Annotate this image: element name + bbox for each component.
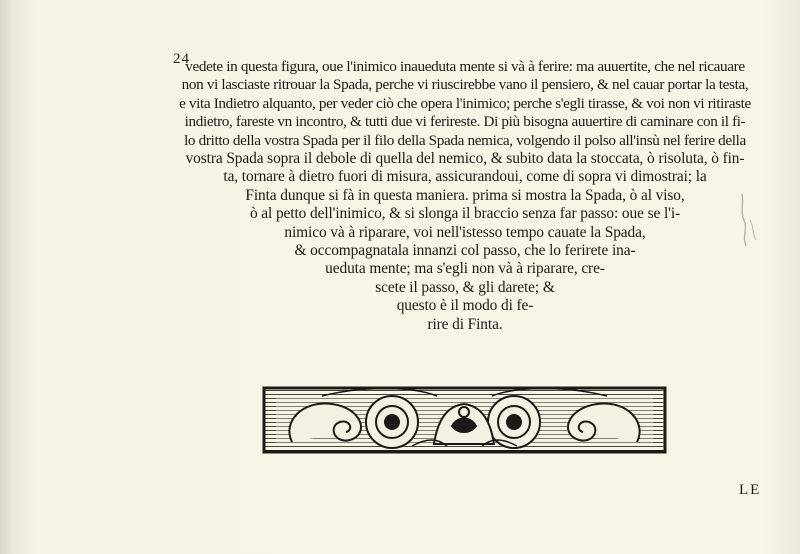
text-line: & occompagnatala innanzi col passo, che lo ferirete ina- (294, 242, 636, 260)
text-line: questo è il modo di fe- (396, 297, 534, 315)
ornament-icon (262, 382, 667, 456)
text-line: ò al petto dell'inimico, & si slonga il braccio senza far passo: oue se l'i- (249, 205, 681, 223)
text-line: ta, tornare à dietro fuori di misura, assicurandoui, come di sopra vi dimostrai; la (223, 168, 707, 186)
text-line: scete il passo, & gli darete; & (375, 278, 555, 296)
text-line: e vita Indietro alquanto, per veder ciò che opera l'inimico; perche s'egli tirasse, & voi non vi ritiraste (179, 94, 751, 112)
text-line: non vi lasciaste ritrouar la Spada, perche vi riuscirebbe vano il pensiero, & nel cauar portar la testa, (181, 76, 749, 94)
text-line: Finta dunque si fà in questa maniera. prima si mostra la Spada, ò al viso, (245, 186, 685, 204)
text-line: rire di Finta. (427, 315, 503, 333)
ink-bleed-mark (730, 190, 760, 250)
catchword: LE (739, 482, 762, 498)
page-number: 24 (173, 51, 190, 67)
text-line: nimico và à riparare, voi nell'istesso tempo cauate la Spada, (284, 223, 646, 241)
text-line: lo dritto della vostra Spada per il filo della Spada nemica, volgendo il polso all'insù nel ferire della (184, 131, 746, 149)
text-line: ueduta mente; ma s'egli non và à riparare, cre- (325, 260, 605, 278)
text-line: vedete in questa figura, oue l'inimico inaueduta mente si và à ferire: ma auuertite, che nel ricauare (185, 58, 745, 75)
text-line: indietro, fareste vn incontro, & tutti due vi ferireste. Di più bisogna auuertire di caminare con il fi- (184, 113, 746, 131)
text-line: vostra Spada sopra il debole di quella del nemico, & subito data la stoccata, ò risoluta, ò fin- (185, 150, 745, 168)
body-text (150, 58, 780, 334)
